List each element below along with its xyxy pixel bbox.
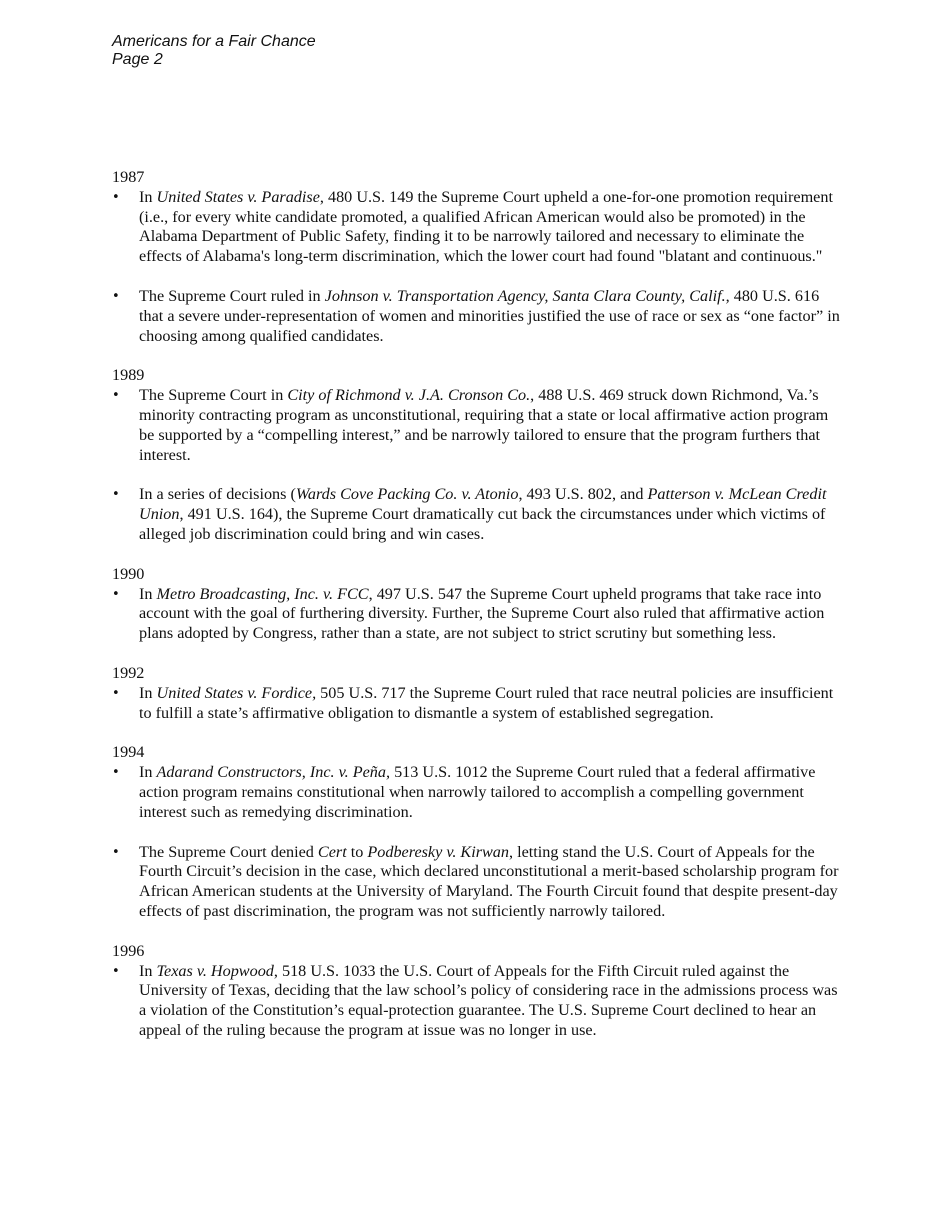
- list-item: • In Texas v. Hopwood, 518 U.S. 1033 the U.S. Court of Appeals for the Fifth Circuit ruled against the University of Texas, deciding that the law school’s policy of considering race in the admissions process was a violation of the Constitution’s equal-protection guarantee. The U.S. Supreme Court declined to hear an appeal of the ruling because the program at issue was no longer in use.: [112, 962, 840, 1041]
- section-1996: [112, 942, 840, 1041]
- list-item: • In Adarand Constructors, Inc. v. Peña, 513 U.S. 1012 the Supreme Court ruled that a federal affirmative action program remains constitutional when narrowly tailored to accomplish a compelling government interest such as remedying discrimination.: [112, 763, 840, 822]
- list-item: • The Supreme Court in City of Richmond v. J.A. Cronson Co., 488 U.S. 469 struck down Richmond, Va.’s minority contracting program as unconstitutional, requiring that a state or local affirmative action program be supported by a “compelling interest,” and be narrowly tailored to ensure that the program furthers that interest.: [112, 386, 840, 465]
- case-name: City of Richmond v. J.A. Cronson Co.: [287, 386, 531, 405]
- header-page-number: Page 2: [112, 51, 163, 68]
- list-item: • In a series of decisions (Wards Cove Packing Co. v. Atonio, 493 U.S. 802, and Patterson v. McLean Credit Union, 491 U.S. 164), the Supreme Court dramatically cut back the circumstances under which victims of alleged job discrimination could bring and win cases.: [112, 485, 840, 544]
- section-1990: [112, 565, 840, 644]
- year-heading: 1994: [112, 743, 145, 762]
- section-1992: [112, 664, 840, 723]
- list-item: • In United States v. Paradise, 480 U.S. 149 the Supreme Court upheld a one-for-one promotion requirement (i.e., for every white candidate promoted, a qualified African American would also be promoted) in the Alabama Department of Public Safety, finding it to be narrowly tailored and necessary to eliminate the effects of Alabama's long-term discrimination, which the lower court had found "blatant and continuous.": [112, 188, 840, 267]
- year-heading: 1990: [112, 564, 145, 583]
- year-heading: 1989: [112, 366, 145, 385]
- list-item: • The Supreme Court denied Cert to Podberesky v. Kirwan, letting stand the U.S. Court of Appeals for the Fourth Circuit’s decision in the case, which declared unconstitutional a merit-based scholarship program for African American students at the University of Maryland. The Fourth Circuit found that despite present-day effects of past discrimination, the program was not sufficiently narrowly tailored.: [112, 843, 840, 922]
- list-item: • The Supreme Court ruled in Johnson v. Transportation Agency, Santa Clara County, Calif., 480 U.S. 616 that a severe under-representation of women and minorities justified the use of race or sex as “one factor” in choosing among qualified candidates.: [112, 287, 840, 346]
- year-heading: 1996: [112, 941, 145, 960]
- case-name: Johnson v. Transportation Agency, Santa Clara County, Calif.,: [324, 286, 730, 305]
- section-1987: [112, 168, 840, 346]
- case-name: Patterson v. McLean Credit Union: [139, 485, 827, 524]
- case-name: Texas v. Hopwood: [156, 961, 274, 980]
- case-name: Podberesky v. Kirwan: [367, 842, 509, 861]
- year-heading: 1987: [112, 168, 145, 186]
- year-heading: 1992: [112, 663, 145, 682]
- header-org: Americans for a Fair Chance: [112, 33, 316, 50]
- case-name: Wards Cove Packing Co. v. Atonio: [295, 485, 519, 504]
- section-1989: [112, 366, 840, 544]
- timeline-content: [112, 168, 840, 1041]
- case-name: United States v. Fordice,: [156, 683, 317, 702]
- list-item: • In Metro Broadcasting, Inc. v. FCC, 497 U.S. 547 the Supreme Court upheld programs that take race into account with the goal of furthering diversity. Further, the Supreme Court also ruled that affirmative action plans adopted by Congress, rather than a state, are not subject to strict scrutiny but something less.: [112, 585, 840, 644]
- section-1994: [112, 743, 840, 921]
- case-name: Adarand Constructors, Inc. v. Peña,: [156, 763, 391, 782]
- case-name: Metro Broadcasting, Inc. v. FCC: [156, 584, 369, 603]
- case-name: United States v. Paradise: [156, 187, 320, 206]
- page-header: [112, 33, 316, 69]
- list-item: • In United States v. Fordice, 505 U.S. 717 the Supreme Court ruled that race neutral policies are insufficient to fulfill a state’s affirmative obligation to dismantle a system of established segregation.: [112, 684, 840, 724]
- case-name: Cert: [317, 842, 347, 861]
